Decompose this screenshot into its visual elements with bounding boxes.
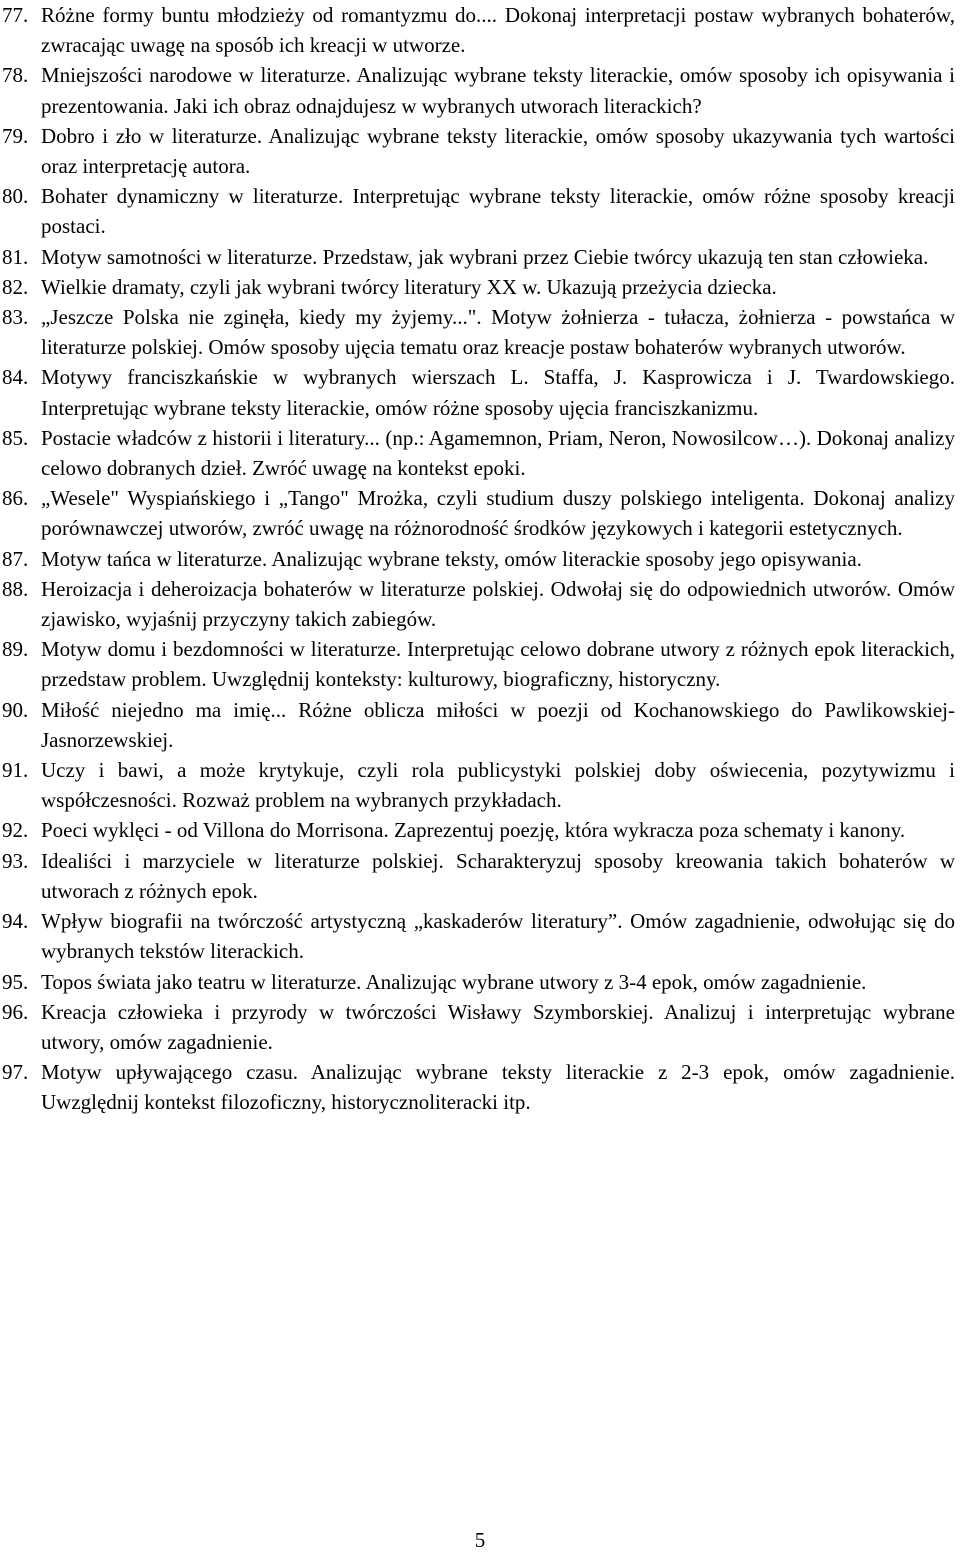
item-text: Poeci wyklęci - od Villona do Morrisona. Zaprezentuj poezję, która wykracza poza schematy i kanony. — [41, 818, 906, 843]
item-text: Dobro i zło w literaturze. Analizując wybrane teksty literackie, omów sposoby ukazywania tych wartości oraz interpretację autora. — [41, 123, 955, 179]
item-text: Heroizacja i deheroizacja bohaterów w literaturze polskiej. Odwołaj się do odpowiednich utworów. Omów zjawisko, wyjaśnij przyczyny takich zabiegów. — [41, 576, 955, 632]
item-number: 79. — [2, 123, 29, 148]
list-item — [0, 0, 960, 60]
item-number: 87. — [2, 546, 29, 571]
list-item — [0, 695, 960, 755]
item-number: 93. — [2, 848, 29, 873]
list-item — [0, 634, 960, 694]
item-number: 85. — [2, 425, 29, 450]
item-number: 86. — [2, 486, 29, 511]
item-number: 91. — [2, 758, 29, 783]
list-item — [0, 242, 960, 272]
list-item — [0, 967, 960, 997]
item-text: Kreacja człowieka i przyrody w twórczości Wisławy Szymborskiej. Analizuj i interpretując wybrane utwory, omów zagadnienie. — [41, 999, 955, 1054]
item-number: 80. — [2, 184, 29, 209]
list-item — [0, 483, 960, 543]
item-number: 78. — [2, 63, 29, 88]
list-item — [0, 906, 960, 966]
item-text: Motyw samotności w literaturze. Przedstaw, jak wybrani przez Ciebie twórcy ukazują ten stan człowieka. — [41, 244, 929, 269]
item-text: Postacie władców z historii i literatury... (np.: Agamemnon, Priam, Neron, Nowosilcow…). Dokonaj analizy celowo dobranych dzieł. Zwróć uwagę na kontekst epoki. — [41, 425, 955, 481]
item-text: Bohater dynamiczny w literaturze. Interpretując wybrane teksty literackie, omów różne sposoby kreacji postaci. — [41, 184, 955, 239]
item-number: 83. — [2, 305, 29, 330]
list-item — [0, 544, 960, 574]
list-item — [0, 1057, 960, 1117]
item-text: Mniejszości narodowe w literaturze. Analizując wybrane teksty literackie, omów sposoby ich opisywania i prezentowania. Jaki ich obraz odnajdujesz w wybranych utworach literackich? — [41, 63, 955, 118]
item-text: „Jeszcze Polska nie zginęła, kiedy my żyjemy...". Motyw żołnierza - tułacza, żołnierza - powstańca w literaturze polskiej. Omów sposoby ujęcia tematu oraz kreacje postaw bohaterów wybranych utworów. — [41, 305, 955, 360]
list-item — [0, 362, 960, 422]
item-text: „Wesele" Wyspiańskiego i „Tango" Mrożka, czyli studium duszy polskiego inteligenta. Dokonaj analizy porównawczej utworów, zwróć uwagę na różnorodność środków językowych i kategorii estetycznych. — [41, 486, 955, 541]
item-number: 81. — [2, 244, 29, 269]
item-text: Idealiści i marzyciele w literaturze polskiej. Scharakteryzuj sposoby kreowania takich bohaterów w utworach z różnych epok. — [41, 848, 955, 903]
item-number: 88. — [2, 576, 29, 601]
item-number: 84. — [2, 365, 29, 390]
list-item — [0, 60, 960, 120]
item-text: Różne formy buntu młodzieży od romantyzmu do.... Dokonaj interpretacji postaw wybranych bohaterów, zwracając uwagę na sposób ich kreacji w utworze. — [41, 3, 955, 58]
item-number: 90. — [2, 697, 29, 722]
list-item — [0, 272, 960, 302]
list-item — [0, 846, 960, 906]
list-item — [0, 815, 960, 845]
item-number: 95. — [2, 969, 29, 994]
item-number: 89. — [2, 637, 29, 662]
page-number: 5 — [474, 1528, 486, 1552]
item-text: Uczy i bawi, a może krytykuje, czyli rola publicystyki polskiej doby oświecenia, pozytywizmu i współczesności. Rozważ problem na wybranych przykładach. — [41, 758, 955, 813]
list-item — [0, 423, 960, 483]
list-item — [0, 302, 960, 362]
item-text: Miłość niejedno ma imię... Różne oblicza miłości w poezji od Kochanowskiego do Pawlikowskiej-Jasnorzewskiej. — [41, 697, 955, 752]
item-text: Topos świata jako teatru w literaturze. Analizując wybrane utwory z 3-4 epok, omów zagadnienie. — [41, 969, 867, 994]
list-item — [0, 181, 960, 241]
list-item — [0, 574, 960, 634]
item-text: Motywy franciszkańskie w wybranych wierszach L. Staffa, J. Kasprowicza i J. Twardowskiego. Interpretując wybrane teksty literackie, omów różne sposoby ujęcia franciszkanizmu. — [41, 365, 955, 420]
list-item — [0, 121, 960, 181]
item-number: 92. — [2, 818, 29, 843]
item-number: 96. — [2, 999, 29, 1024]
item-text: Motyw domu i bezdomności w literaturze. Interpretując celowo dobrane utwory z różnych epok literackich, przedstaw problem. Uwzględnij konteksty: kulturowy, biograficzny, historyczny. — [41, 637, 955, 692]
item-number: 77. — [2, 3, 29, 27]
item-number: 97. — [2, 1060, 29, 1085]
list-item — [0, 997, 960, 1057]
item-text: Motyw tańca w literaturze. Analizując wybrane teksty, omów literackie sposoby jego opisywania. — [41, 546, 862, 571]
item-number: 82. — [2, 274, 29, 299]
item-text: Motyw upływającego czasu. Analizując wybrane teksty literackie z 2-3 epok, omów zagadnienie. Uwzględnij kontekst filozoficzny, historycznoliteracki itp. — [41, 1060, 955, 1115]
item-number: 94. — [2, 909, 29, 934]
item-text: Wielkie dramaty, czyli jak wybrani twórcy literatury XX w. Ukazują przeżycia dziecka. — [41, 274, 777, 299]
item-text: Wpływ biografii na twórczość artystyczną „kaskaderów literatury”. Omów zagadnienie, odwołując się do wybranych tekstów literackich. — [41, 909, 955, 964]
list-item — [0, 755, 960, 815]
